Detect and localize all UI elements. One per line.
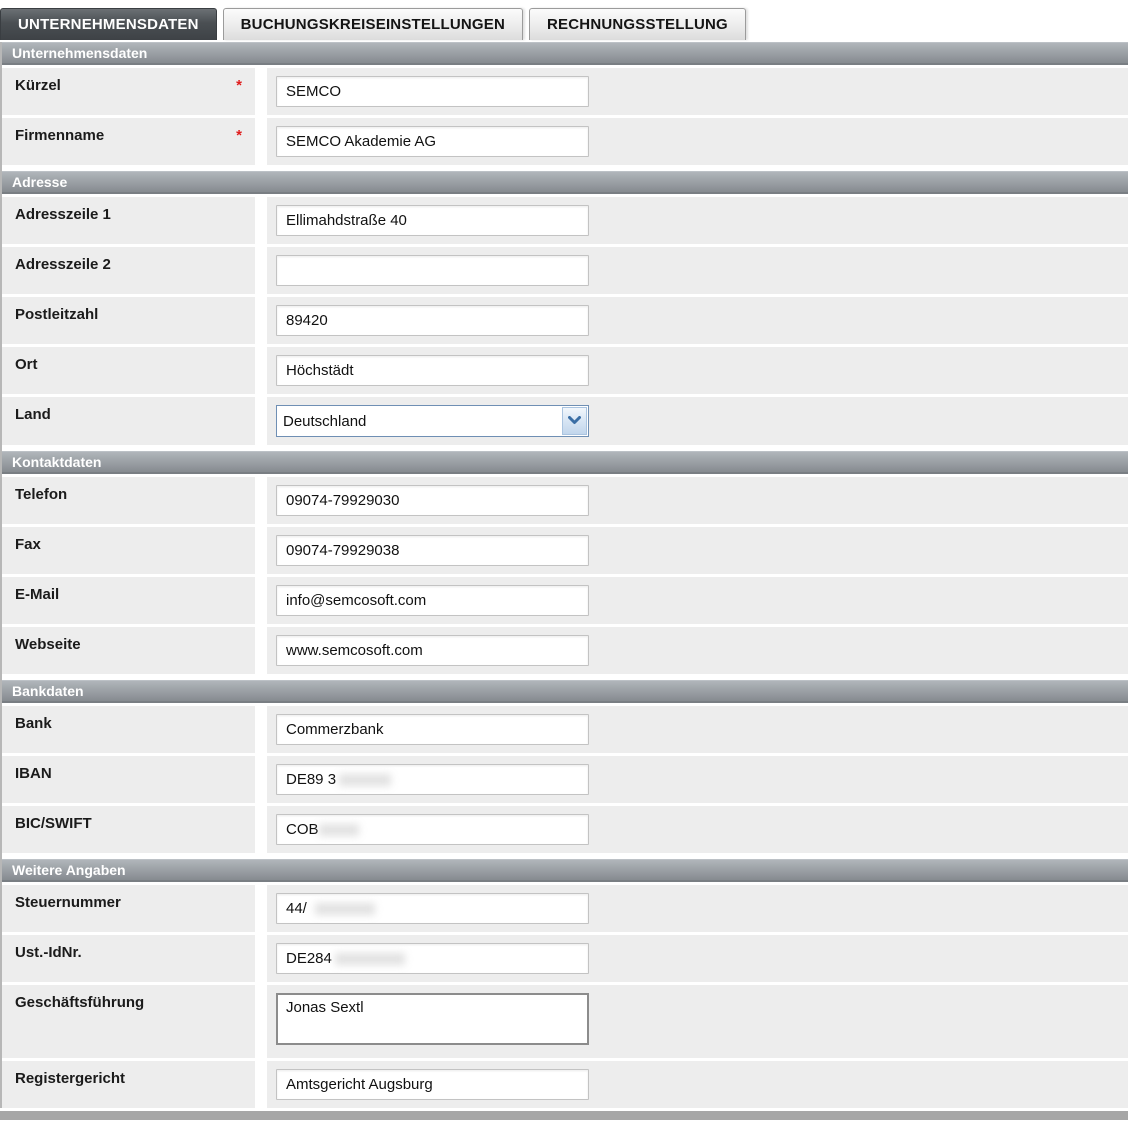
webseite-input[interactable]: [276, 635, 589, 666]
field-value-cell: [267, 756, 1128, 803]
row-adresszeile-2: [2, 247, 1128, 294]
field-value-cell: [267, 627, 1128, 674]
field-value-cell: [267, 527, 1128, 574]
row-fax: [2, 527, 1128, 574]
ort-input[interactable]: [276, 355, 589, 386]
row-telefon: [2, 477, 1128, 524]
field-label: Ust.-IdNr.: [15, 944, 82, 961]
email-input[interactable]: [276, 585, 589, 616]
field-label-cell: [2, 935, 255, 982]
row-bank: [2, 706, 1128, 753]
field-label-cell: [2, 756, 255, 803]
required-asterisk: *: [236, 77, 242, 94]
land-select-dropdown-button[interactable]: [562, 407, 587, 435]
row-kuerzel: [2, 68, 1128, 115]
tab-unternehmensdaten[interactable]: UNTERNEHMENSDATEN: [0, 8, 217, 40]
company-data-form: [0, 42, 1128, 1108]
section-header-unternehmensdaten: Unternehmensdaten: [2, 42, 1128, 65]
field-label: Registergericht: [15, 1070, 126, 1087]
field-value-cell: [267, 247, 1128, 294]
field-label: Webseite: [15, 636, 81, 653]
field-label-cell: [2, 527, 255, 574]
field-label: Telefon: [15, 486, 68, 503]
field-label: BIC/SWIFT: [15, 815, 92, 832]
field-value-cell: [267, 577, 1128, 624]
field-label: Bank: [15, 715, 52, 732]
tab-rechnungsstellung[interactable]: RECHNUNGSSTELLUNG: [529, 8, 746, 40]
registergericht-input[interactable]: [276, 1069, 589, 1100]
land-select-value: Deutschland: [283, 412, 367, 430]
kuerzel-input[interactable]: [276, 76, 589, 107]
field-label: Geschäftsführung: [15, 994, 145, 1011]
row-steuernummer: [2, 885, 1128, 932]
field-value-cell: [267, 1061, 1128, 1108]
bank-input[interactable]: [276, 714, 589, 745]
field-label-cell: [2, 477, 255, 524]
section-header-kontaktdaten: Kontaktdaten: [2, 451, 1128, 474]
row-land: [2, 397, 1128, 445]
row-geschaeftsfuehrung: [2, 985, 1128, 1058]
field-value-cell: [267, 806, 1128, 853]
row-ort: [2, 347, 1128, 394]
field-label-cell: [2, 627, 255, 674]
row-firmenname: [2, 118, 1128, 165]
field-label-cell: [2, 1061, 255, 1108]
section-bankdaten: [2, 680, 1128, 853]
geschaeftsfuehrung-textarea[interactable]: [276, 993, 589, 1045]
field-label-cell: [2, 118, 255, 165]
section-header-bankdaten: Bankdaten: [2, 680, 1128, 703]
land-select[interactable]: [276, 405, 589, 437]
section-header-weitere-angaben: Weitere Angaben: [2, 859, 1128, 882]
bic-swift-input[interactable]: [276, 814, 589, 845]
field-label: Fax: [15, 536, 41, 553]
field-value-cell: [267, 885, 1128, 932]
row-postleitzahl: [2, 297, 1128, 344]
field-value-cell: [267, 68, 1128, 115]
field-label-cell: [2, 247, 255, 294]
field-label-cell: [2, 297, 255, 344]
field-label: Firmenname: [15, 127, 105, 144]
row-ust-idnr: [2, 935, 1128, 982]
section-unternehmensdaten: [2, 42, 1128, 165]
iban-input[interactable]: [276, 764, 589, 795]
field-label-cell: [2, 577, 255, 624]
row-email: [2, 577, 1128, 624]
field-label: IBAN: [15, 765, 52, 782]
tab-bar: [0, 0, 1128, 40]
field-label-cell: [2, 985, 255, 1058]
field-value-cell: [267, 935, 1128, 982]
row-registergericht: [2, 1061, 1128, 1108]
fax-input[interactable]: [276, 535, 589, 566]
section-adresse: [2, 171, 1128, 445]
field-value-cell: [267, 297, 1128, 344]
field-value-cell: [267, 985, 1128, 1058]
field-label: Land: [15, 406, 51, 423]
field-label: Kürzel: [15, 77, 61, 94]
bottom-section-edge: [0, 1111, 1128, 1120]
row-webseite: [2, 627, 1128, 674]
field-label-cell: [2, 706, 255, 753]
section-header-adresse: Adresse: [2, 171, 1128, 194]
postleitzahl-input[interactable]: [276, 305, 589, 336]
field-label-cell: [2, 68, 255, 115]
adresszeile1-input[interactable]: [276, 205, 589, 236]
field-value-cell: [267, 397, 1128, 445]
firmenname-input[interactable]: [276, 126, 589, 157]
telefon-input[interactable]: [276, 485, 589, 516]
field-value-cell: [267, 118, 1128, 165]
field-label: E-Mail: [15, 586, 60, 603]
field-label-cell: [2, 347, 255, 394]
field-label: Adresszeile 1: [15, 206, 111, 223]
ust-idnr-input[interactable]: [276, 943, 589, 974]
field-value-cell: [267, 477, 1128, 524]
field-label: Postleitzahl: [15, 306, 99, 323]
field-label-cell: [2, 806, 255, 853]
row-iban: [2, 756, 1128, 803]
required-asterisk: *: [236, 127, 242, 144]
field-label: Steuernummer: [15, 894, 121, 911]
row-bic-swift: [2, 806, 1128, 853]
field-label: Ort: [15, 356, 38, 373]
steuernummer-input[interactable]: [276, 893, 589, 924]
field-label: Adresszeile 2: [15, 256, 111, 273]
field-value-cell: [267, 347, 1128, 394]
field-label-cell: [2, 397, 255, 445]
chevron-down-icon: [568, 412, 581, 430]
field-value-cell: [267, 197, 1128, 244]
field-value-cell: [267, 706, 1128, 753]
tab-buchungskreiseinstellungen[interactable]: BUCHUNGSKREISEINSTELLUNGEN: [223, 8, 523, 40]
row-adresszeile-1: [2, 197, 1128, 244]
adresszeile2-input[interactable]: [276, 255, 589, 286]
section-kontaktdaten: [2, 451, 1128, 674]
field-label-cell: [2, 197, 255, 244]
section-weitere-angaben: [2, 859, 1128, 1108]
field-label-cell: [2, 885, 255, 932]
